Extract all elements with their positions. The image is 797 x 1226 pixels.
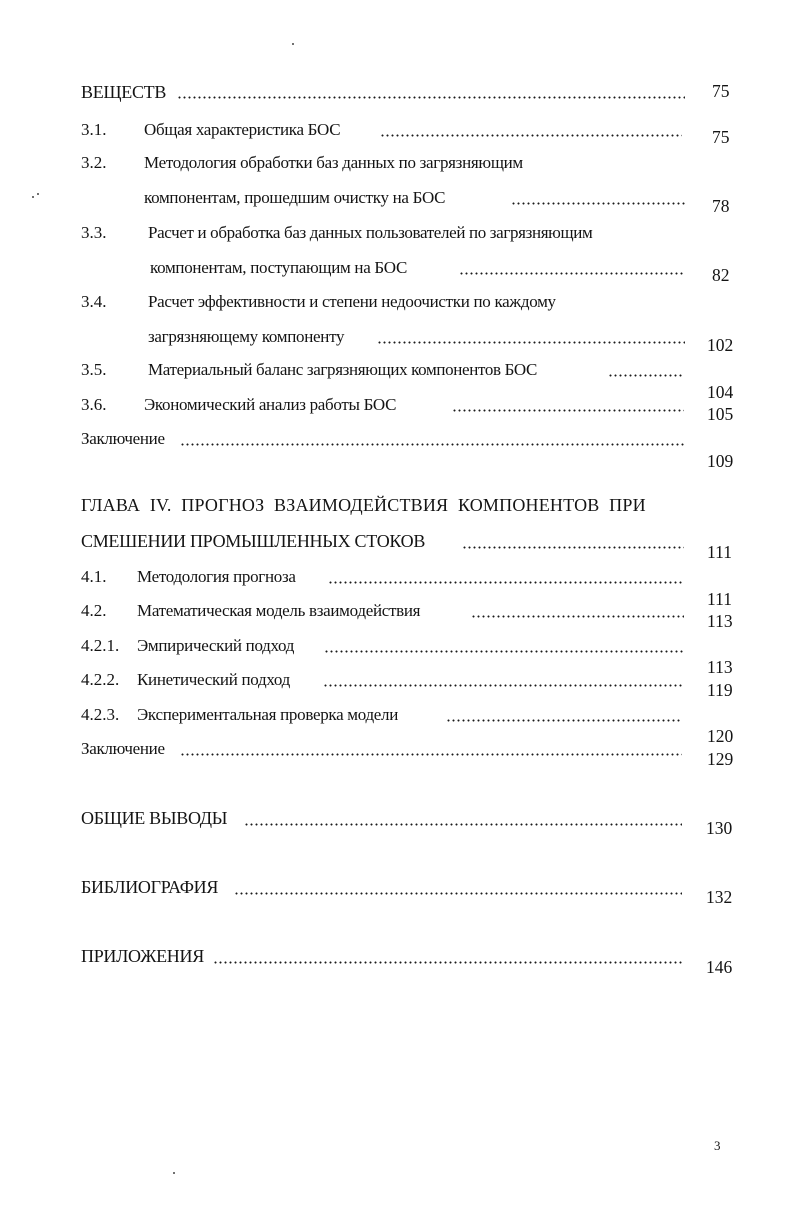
leader-dots [462,546,684,549]
toc-entry-title-continued: загрязняющему компоненту [148,327,345,346]
toc-section-number: 3.1. [81,120,107,139]
toc-page-number: 75 [712,127,730,147]
toc-page-number: 82 [712,265,730,285]
scan-speck [173,1172,175,1174]
leader-dots [244,823,682,826]
toc-entry-title: Методология прогноза [137,567,296,586]
toc-entry-title: Экспериментальная проверка модели [137,705,399,724]
toc-entry-title: Математическая модель взаимодействия [137,601,421,620]
toc-page-number: 78 [712,196,730,216]
toc-page-number: 119 [707,680,733,700]
toc-entry-title-continued: компонентам, поступающим на БОС [150,258,407,277]
toc-entry-title: Эмпирический подход [137,636,295,655]
chapter-heading: ГЛАВА IV. ПРОГНОЗ ВЗАИМОДЕЙСТВИЯ КОМПОНЕНТОВ ПРИ [81,495,646,515]
toc-page-number: 102 [707,335,734,355]
toc-entry-title: Общая характеристика БОС [144,120,341,139]
toc-page-number: 130 [706,818,733,838]
leader-dots [328,581,684,584]
toc-section-number: 4.1. [81,567,107,586]
leader-dots [380,134,682,137]
toc-entry-title: Кинетический подход [137,670,290,689]
scan-speck [32,196,34,198]
toc-page-number: 75 [712,81,730,101]
leader-dots [323,684,683,687]
toc-section-number: 3.3. [81,223,107,242]
toc-page-number: 132 [706,887,733,907]
leader-dots [452,409,684,412]
toc-entry-title: Экономический анализ работы БОС [144,395,397,414]
toc-entry-title: ОБЩИЕ ВЫВОДЫ [81,808,228,828]
leader-dots [446,719,682,722]
leader-dots [377,341,685,344]
leader-dots [234,892,682,895]
scan-speck [292,43,294,45]
toc-page-number: 111 [707,542,732,562]
toc-page-number: 146 [706,957,733,977]
leader-dots [213,961,683,964]
toc-page-number: 113 [707,657,733,677]
leader-dots [471,615,684,618]
scan-speck [37,193,39,195]
toc-entry-title: Расчет эффективности и степени недоочистки по каждому [148,292,556,311]
toc-page-number: 111 [707,589,732,609]
leader-dots [177,96,685,99]
toc-section-number: 3.2. [81,153,107,172]
toc-entry-title: Материальный баланс загрязняющих компонентов БОС [148,360,538,379]
toc-page-number: 120 [707,726,734,746]
toc-entry-title: ВЕЩЕСТВ [81,82,167,102]
toc-entry-title: ПРИЛОЖЕНИЯ [81,946,204,966]
toc-section-number: 4.2.3. [81,705,120,724]
leader-dots [180,443,684,446]
toc-entry-title: БИБЛИОГРАФИЯ [81,877,219,897]
toc-entry-title-continued: компонентам, прошедшим очистку на БОС [144,188,446,207]
leader-dots [511,202,685,205]
leader-dots [608,374,682,377]
toc-section-number: 3.5. [81,360,107,379]
toc-section-number: 3.6. [81,395,107,414]
toc-section-number: 4.2.1. [81,636,120,655]
leader-dots [180,753,682,756]
toc-page-number: 129 [707,749,734,769]
chapter-heading-continued: СМЕШЕНИИ ПРОМЫШЛЕННЫХ СТОКОВ [81,531,426,551]
page-number: 3 [714,1138,721,1153]
toc-entry-title: Заключение [81,739,165,758]
toc-entry-title: Заключение [81,429,165,448]
toc-page-number: 113 [707,611,733,631]
toc-page-number: 104 [707,382,734,402]
leader-dots [459,272,683,275]
toc-page-number: 109 [707,451,734,471]
toc-section-number: 3.4. [81,292,107,311]
toc-section-number: 4.2.2. [81,670,120,689]
toc-entry-title: Расчет и обработка баз данных пользователей по загрязняющим [148,223,593,242]
toc-page-number: 105 [707,404,734,424]
leader-dots [324,650,684,653]
toc-entry-title: Методология обработки баз данных по загрязняющим [144,153,523,172]
toc-section-number: 4.2. [81,601,107,620]
